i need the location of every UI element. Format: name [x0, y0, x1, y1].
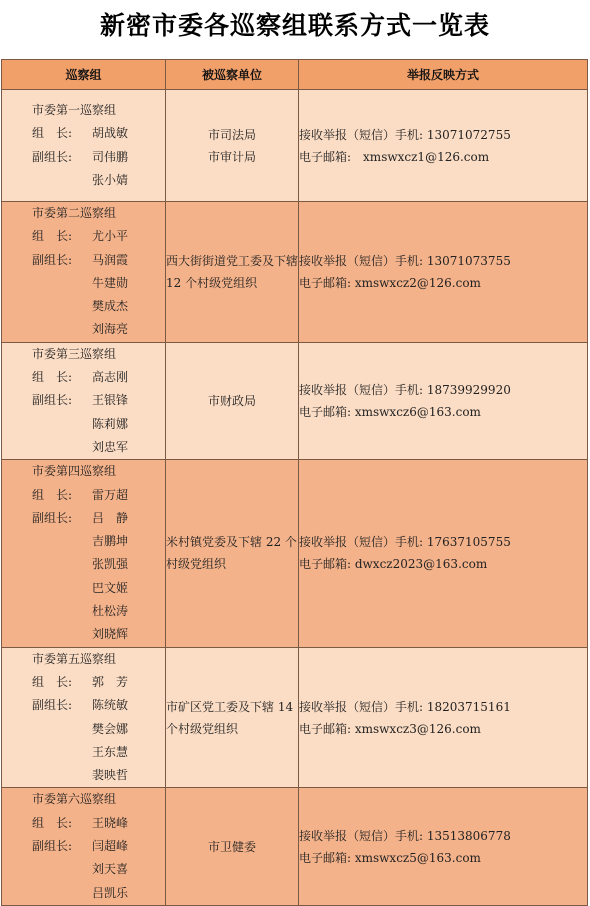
deputy-label: 副组长: — [32, 510, 73, 525]
table-row — [2, 647, 588, 788]
deputy-line — [2, 249, 165, 272]
deputy-line — [2, 389, 165, 412]
deputy-name: 吉鹏坤 — [92, 534, 129, 549]
deputy-label: 副组长: — [32, 252, 73, 267]
document-title: 新密市委各巡察组联系方式一览表 — [99, 11, 490, 40]
leader-name: 王晓峰 — [92, 815, 129, 830]
deputy-name: 刘天喜 — [92, 862, 129, 877]
deputy-name: 刘海亮 — [92, 322, 129, 337]
group-cell — [2, 202, 166, 343]
inspected-unit: 市司法局 市审计局 — [166, 90, 299, 202]
leader-line — [2, 225, 165, 248]
table-row — [2, 788, 588, 905]
deputy-name: 司伟鹏 — [92, 149, 129, 164]
deputy-name: 杜松涛 — [92, 604, 129, 619]
report-email: 电子邮箱: xmswxcz3@126.com — [299, 721, 481, 736]
report-phone: 接收举报（短信）手机: 13071072755 — [299, 127, 511, 142]
report-email: 电子邮箱: xmswxcz6@163.com — [299, 405, 481, 420]
deputy-label: 副组长: — [32, 839, 73, 854]
deputy-name: 吕 静 — [92, 510, 129, 525]
leader-label: 组 长: — [32, 126, 73, 141]
leader-line — [2, 671, 165, 694]
inspected-unit: 米村镇党委及下辖 22 个村级党组织 — [166, 460, 299, 647]
deputy-name: 马润霞 — [92, 252, 129, 267]
group-name: 市委第五巡察组 — [32, 651, 117, 666]
deputy-name: 张凯强 — [92, 557, 129, 572]
contact-cell — [299, 460, 588, 647]
leader-label: 组 长: — [32, 674, 73, 689]
deputy-line — [2, 507, 165, 530]
table-row — [2, 90, 588, 202]
table-header-row — [2, 60, 588, 90]
deputy-name: 刘忠军 — [92, 439, 129, 454]
report-phone: 接收举报（短信）手机: 17637105755 — [299, 535, 511, 550]
leader-line — [2, 366, 165, 389]
report-phone: 接收举报（短信）手机: 18739929920 — [299, 383, 511, 398]
deputy-name: 王东慧 — [92, 744, 129, 759]
header-group: 巡察组 — [2, 60, 166, 90]
deputy-name: 刘晓辉 — [92, 627, 129, 642]
deputy-name: 吕凯乐 — [92, 885, 129, 900]
report-phone: 接收举报（短信）手机: 13071073755 — [299, 253, 511, 268]
deputy-name: 张小婧 — [92, 172, 129, 187]
deputy-name: 牛建勋 — [92, 275, 129, 290]
table-body — [2, 90, 588, 906]
table-row — [2, 342, 588, 459]
inspection-contact-table — [1, 59, 588, 906]
group-cell — [2, 90, 166, 202]
leader-line — [2, 122, 165, 145]
table-row — [2, 460, 588, 647]
header-unit: 被巡察单位 — [166, 60, 299, 90]
contact-cell — [299, 647, 588, 788]
deputy-label: 副组长: — [32, 393, 73, 408]
deputy-line — [2, 146, 165, 169]
deputy-name: 闫超峰 — [92, 839, 129, 854]
contact-cell — [299, 342, 588, 459]
group-cell — [2, 788, 166, 905]
contact-cell — [299, 788, 588, 905]
leader-name: 胡战敏 — [92, 126, 129, 141]
leader-name: 雷万超 — [92, 487, 129, 502]
report-email: 电子邮箱: dwxcz2023@163.com — [299, 557, 488, 572]
deputy-line — [2, 835, 165, 858]
inspected-unit: 市卫健委 — [166, 788, 299, 905]
inspected-unit: 市财政局 — [166, 342, 299, 459]
leader-label: 组 长: — [32, 229, 73, 244]
leader-label: 组 长: — [32, 815, 73, 830]
inspected-unit: 西大街街道党工委及下辖 12 个村级党组织 — [166, 202, 299, 343]
leader-line — [2, 484, 165, 507]
deputy-line — [2, 694, 165, 717]
report-email: 电子邮箱: xmswxcz1@126.com — [299, 149, 490, 164]
group-name: 市委第六巡察组 — [32, 792, 117, 807]
leader-label: 组 长: — [32, 370, 73, 385]
leader-label: 组 长: — [32, 487, 73, 502]
deputy-name: 陈莉娜 — [92, 416, 129, 431]
deputy-name: 巴文姬 — [92, 580, 129, 595]
group-name: 市委第四巡察组 — [32, 464, 117, 479]
report-phone: 接收举报（短信）手机: 18203715161 — [299, 699, 511, 714]
deputy-name: 王银锋 — [92, 393, 129, 408]
group-cell — [2, 460, 166, 647]
inspected-unit: 市矿区党工委及下辖 14 个村级党组织 — [166, 647, 299, 788]
group-name: 市委第三巡察组 — [32, 346, 117, 361]
contact-cell — [299, 202, 588, 343]
group-cell — [2, 342, 166, 459]
leader-name: 高志刚 — [92, 370, 129, 385]
table-row — [2, 202, 588, 343]
report-phone: 接收举报（短信）手机: 13513806778 — [299, 828, 511, 843]
deputy-label: 副组长: — [32, 149, 73, 164]
leader-name: 尤小平 — [92, 229, 129, 244]
deputy-name: 樊会娜 — [92, 721, 129, 736]
contact-cell — [299, 90, 588, 202]
report-email: 电子邮箱: xmswxcz2@126.com — [299, 275, 481, 290]
report-email: 电子邮箱: xmswxcz5@163.com — [299, 850, 481, 865]
header-contact: 举报反映方式 — [299, 60, 588, 90]
leader-line — [2, 812, 165, 835]
deputy-name: 樊成杰 — [92, 299, 129, 314]
deputy-name: 陈统敏 — [92, 698, 129, 713]
leader-name: 郭 芳 — [92, 674, 129, 689]
group-name: 市委第一巡察组 — [32, 102, 117, 117]
group-cell — [2, 647, 166, 788]
deputy-label: 副组长: — [32, 698, 73, 713]
group-name: 市委第二巡察组 — [32, 206, 117, 220]
deputy-name: 裴映哲 — [92, 768, 129, 783]
